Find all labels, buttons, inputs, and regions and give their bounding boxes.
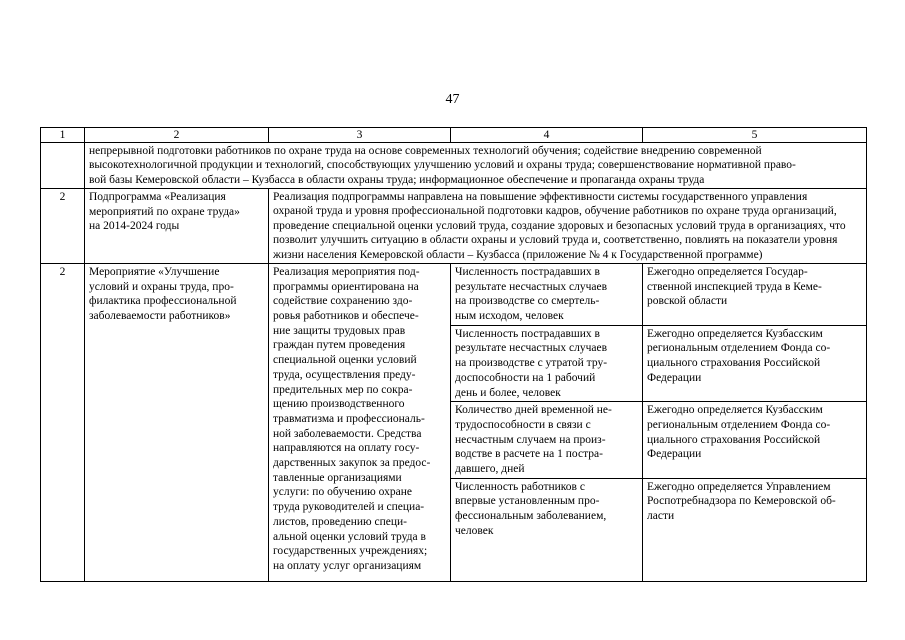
program-table bbox=[40, 127, 867, 582]
measure-row-1 bbox=[41, 263, 867, 325]
indicator-name: Численность работников с впервые установленным про- фессиональным заболеванием, человек bbox=[451, 478, 643, 581]
column-number-row bbox=[41, 128, 867, 143]
subprogram-name: Подпрограмма «Реализация мероприятий по охране труда» на 2014-2024 годы bbox=[85, 188, 269, 263]
indicator-method: Ежегодно определяется Управлением Роспотребнадзора по Кемеровской об- ласти bbox=[643, 478, 867, 581]
measure-name: Мероприятие «Улучшение условий и охраны труда, про- филактика профессиональной заболеваемости работников» bbox=[85, 263, 269, 581]
continuation-num-cell bbox=[41, 143, 85, 189]
indicator-name: Количество дней временной не- трудоспособности в связи с несчастным случаем на произ- водстве в расчете на 1 постра- давшего, дней bbox=[451, 402, 643, 479]
indicator-name: Численность пострадавших в результате несчастных случаев на производстве с утратой тру- доспособности на 1 рабочий день и более, человек bbox=[451, 325, 643, 402]
measure-description: Реализация мероприятия под- программы ориентирована на содействие сохранению здо- ровья работников и обеспече- ние защиты трудовых прав граждан путем проведения специальной оценки условий труда, осуществления преду- предительных мер по сокра- щению производственного травматизма и профессиональ- ной заболеваемости. Средства направляются на оплату госу- дарственных закупок за предос- тавленные организациями услуги: по обучению охране труда руководителей и специа- листов, проведению специ- альной оценки условий труда в государственных учреждениях; на оплату услуг организациям bbox=[269, 263, 451, 581]
column-header-3: 3 bbox=[269, 128, 451, 143]
subprogram-number: 2 bbox=[41, 188, 85, 263]
indicator-method: Ежегодно определяется Кузбасским региональным отделением Фонда со- циального страхования Российской Федерации bbox=[643, 325, 867, 402]
indicator-method: Ежегодно определяется Государ- ственной инспекцией труда в Кеме- ровской области bbox=[643, 263, 867, 325]
column-header-2: 2 bbox=[85, 128, 269, 143]
continuation-row bbox=[41, 143, 867, 189]
indicator-name: Численность пострадавших в результате несчастных случаев на производстве со смертель- ным исходом, человек bbox=[451, 263, 643, 325]
indicator-method: Ежегодно определяется Кузбасским региональным отделением Фонда со- циального страхования Российской Федерации bbox=[643, 402, 867, 479]
column-header-4: 4 bbox=[451, 128, 643, 143]
page-number: 47 bbox=[445, 92, 460, 107]
subprogram-description: Реализация подпрограммы направлена на повышение эффективности системы государственного управления охраной труда и уровня профессиональной подготовки кадров, обучение работников по охране труда организаций, проведение специальной оценки условий труда, создание здоровых и безопасных условий труда в организациях, что позволит улучшить ситуацию в области охраны и условий труда и, соответственно, повлиять на показатели уровня жизни населения Кемеровской области – Кузбасса (приложение № 4 к Государственной программе) bbox=[269, 188, 867, 263]
column-header-5: 5 bbox=[643, 128, 867, 143]
measure-number: 2 bbox=[41, 263, 85, 581]
subprogram-row bbox=[41, 188, 867, 263]
continuation-text: непрерывной подготовки работников по охране труда на основе современных технологий обучения; содействие внедрению современной высокотехнологичной продукции и технологий, способствующих улучшению условий и охраны труда; совершенствование нормативной право- вой базы Кемеровской области – Кузбасса в области охраны труда; информационное обеспечение и пропаганда охраны труда bbox=[85, 143, 867, 189]
column-header-1: 1 bbox=[41, 128, 85, 143]
